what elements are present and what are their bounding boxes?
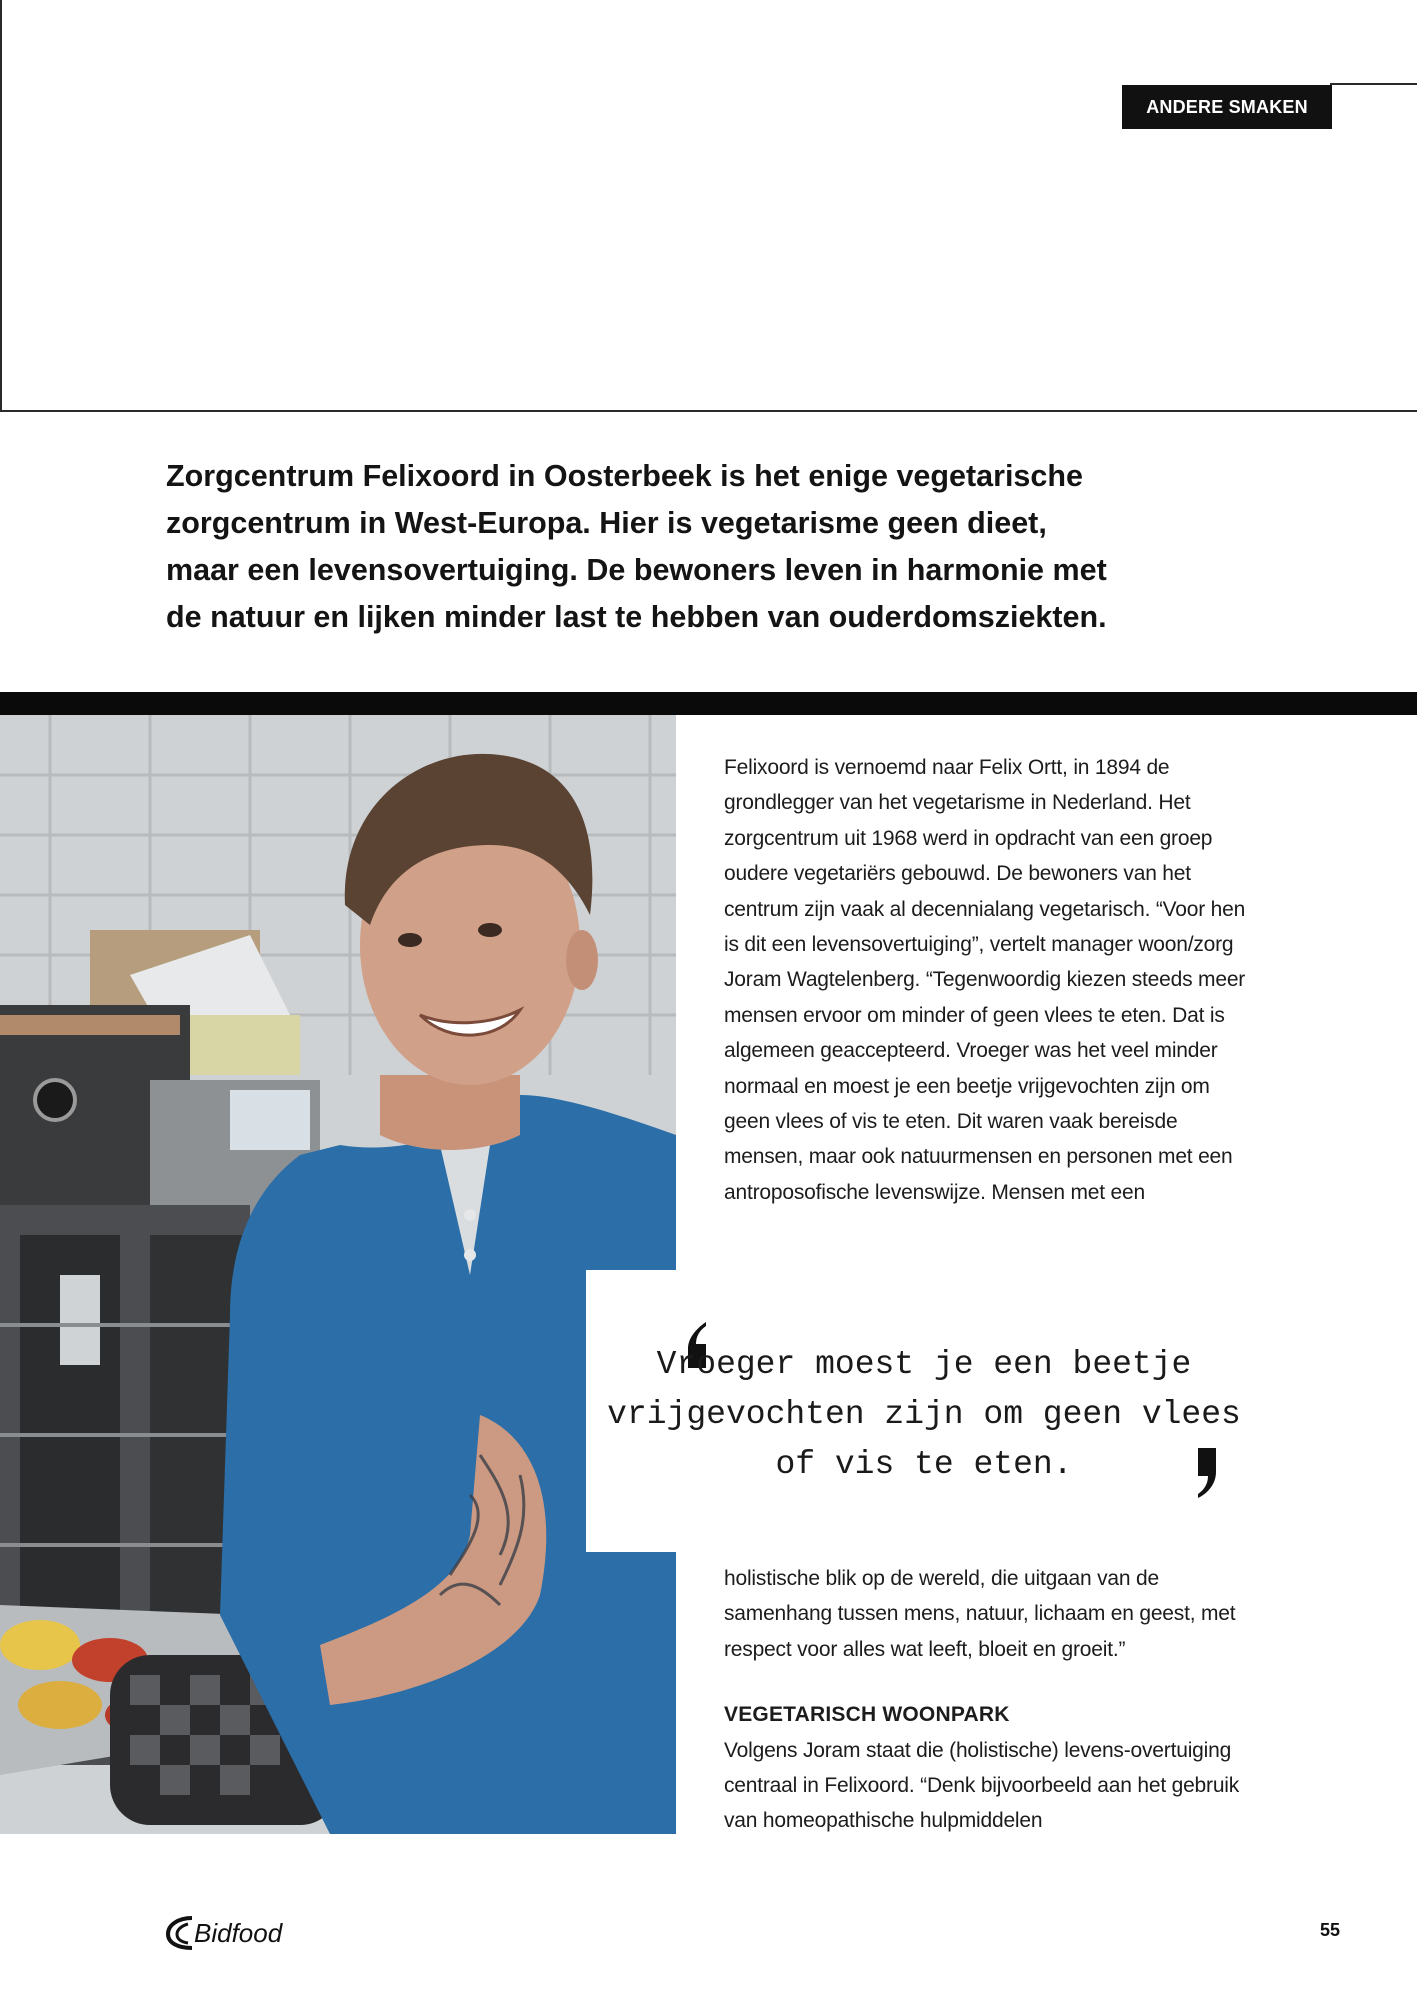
chef-photo	[0, 715, 676, 1834]
bidfood-logo	[164, 1912, 324, 1952]
black-divider-bar	[0, 692, 1417, 715]
body-text-subsection: Volgens Joram staat die (holistische) levens-overtuiging centraal in Felixoord. “Denk bijvoorbeeld aan het gebruik van homeopathische hulpmiddelen	[724, 1738, 1240, 1833]
header-divider	[0, 410, 1417, 412]
body-text-bottom-block	[724, 1561, 1260, 1839]
logo-text: Bidfood	[194, 1918, 283, 1948]
section-label: ANDERE SMAKEN	[1122, 85, 1332, 129]
page-number: 55	[1319, 1920, 1340, 1940]
body-text-top: Felixoord is vernoemd naar Felix Ortt, in 1894 de grondlegger van het vegetarisme in Nederland. Het zorgcentrum uit 1968 werd in opdracht van een groep oudere vegetariërs gebouwd. De bewoners van het centrum zijn vaak al decennialang vegetarisch. “Voor hen is dit een levensovertuiging”, vertelt manager woon/zorg Joram Wagtelenberg. “Tegenwoordig kiezen steeds meer mensen ervoor om minder of geen vlees te eten. Dat is algemeen geaccepteerd. Vroeger was het veel minder normaal en moest je een beetje vrijgevochten zijn om geen vlees of vis te eten. Dit waren vaak bereisde mensen, maar ook natuurmensen en personen met een antroposofische levenswijze. Mensen met een	[724, 756, 1246, 1204]
body-text-bottom: holistische blik op de wereld, die uitgaan van de samenhang tussen mens, natuur, lichaam en geest, met respect voor alles wat leeft, bloeit en groeit.”	[724, 1567, 1236, 1661]
subheading-vegetarisch-woonpark: VEGETARISCH WOONPARK	[724, 1703, 1010, 1727]
top-left-rule	[0, 0, 2, 410]
close-quote-icon	[1196, 1446, 1222, 1498]
pull-quote-text: Vroeger moest je een beetje vrijgevochten zijn om geen vlees of vis te eten.	[607, 1346, 1241, 1483]
pull-quote-box	[586, 1270, 1262, 1552]
intro-paragraph: Zorgcentrum Felixoord in Oosterbeek is het enige vegetarische zorgcentrum in West-Europa. Hier is vegetarisme geen dieet, maar een levensovertuiging. De bewoners leven in harmonie met de natuur en lijken minder last te hebben van ouderdomsziekten.	[166, 459, 1107, 634]
top-right-rule	[1330, 83, 1417, 85]
